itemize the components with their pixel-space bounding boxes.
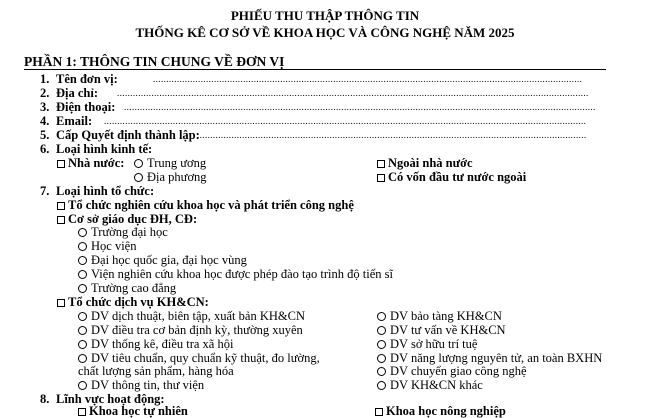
part1-heading: PHẦN 1: THÔNG TIN CHUNG VỀ ĐƠN VỊ	[24, 54, 285, 69]
service-radio[interactable]	[377, 354, 386, 363]
edu-item[interactable]: Học viện	[78, 239, 136, 253]
service-item[interactable]: DV sở hữu trí tuệ	[377, 337, 477, 351]
edu-radio[interactable]	[78, 242, 87, 251]
q6-foreign[interactable]: Có vốn đầu tư nước ngoài	[377, 170, 526, 184]
form-subtitle: THỐNG KÊ CƠ SỞ VỀ KHOA HỌC VÀ CÔNG NGHỆ NĂM 2025	[135, 25, 515, 40]
field-phone-input[interactable]: ..................................................................................................................................................................................	[124, 102, 596, 112]
service-item[interactable]: DV tư vấn về KH&CN	[377, 323, 506, 337]
form-title: PHIẾU THU THẬP THÔNG TIN	[230, 8, 420, 23]
q8-natural-sci[interactable]: Khoa học tự nhiên	[78, 404, 188, 418]
service-item[interactable]: DV điều tra cơ bản định kỳ, thường xuyên	[78, 323, 303, 337]
q6-non-state[interactable]: Ngoài nhà nước	[377, 156, 473, 170]
edu-radio[interactable]	[78, 284, 87, 293]
part1-divider	[24, 69, 606, 70]
q6-label: 6. Loại hình kinh tế:	[40, 142, 153, 156]
service-item[interactable]: DV dịch thuật, biên tập, xuất bản KH&CN	[78, 309, 305, 323]
field-decision-level-input[interactable]: ...................................................................................................................................................	[197, 130, 587, 140]
field-email-input[interactable]: ......................................................................................................................................................................................	[104, 116, 587, 126]
foreign-checkbox[interactable]	[377, 174, 385, 182]
field-email: 4. Email:	[40, 114, 93, 128]
service-checkbox[interactable]	[57, 299, 65, 307]
field-phone: 3. Điện thoại:	[40, 100, 116, 114]
agri-sci-checkbox[interactable]	[375, 408, 383, 416]
field-address: 2. Địa chỉ:	[40, 86, 99, 100]
q7-edu[interactable]: Cơ sở giáo dục ĐH, CĐ:	[57, 212, 197, 226]
edu-item[interactable]: Viện nghiên cứu khoa học được phép đào tạo trình độ tiến sĩ	[78, 267, 393, 281]
edu-radio[interactable]	[78, 228, 87, 237]
service-item[interactable]: DV bảo tàng KH&CN	[377, 309, 502, 323]
service-item[interactable]: DV năng lượng nguyên tử, an toàn BXHN	[377, 351, 602, 365]
service-item-continuation: chất lượng sản phẩm, hàng hóa	[78, 364, 234, 378]
service-radio[interactable]	[78, 354, 87, 363]
service-radio[interactable]	[377, 340, 386, 349]
field-address-input[interactable]: ..................................................................................................................................................................................	[117, 88, 589, 98]
edu-item[interactable]: Đại học quốc gia, đại học vùng	[78, 253, 247, 267]
field-decision-level: 5. Cấp Quyết định thành lập:	[40, 128, 200, 142]
q8-label: 8. Lĩnh vực hoạt động:	[40, 392, 165, 406]
service-radio[interactable]	[78, 381, 87, 390]
service-item[interactable]: DV tiêu chuẩn, quy chuẩn kỹ thuật, đo lường,	[78, 351, 320, 365]
service-radio[interactable]	[377, 381, 386, 390]
q6-local[interactable]: Địa phương	[134, 170, 207, 184]
q7-service[interactable]: Tổ chức dịch vụ KH&CN:	[57, 295, 209, 309]
natural-sci-checkbox[interactable]	[78, 408, 86, 416]
field-name: 1. Tên đơn vị:	[40, 72, 118, 86]
local-radio[interactable]	[134, 173, 143, 182]
edu-item[interactable]: Trường cao đẳng	[78, 281, 176, 295]
q6-central[interactable]: Trung ương	[134, 156, 206, 170]
service-item[interactable]: DV thông tin, thư viện	[78, 378, 204, 392]
q7-label: 7. Loại hình tổ chức:	[40, 184, 155, 198]
state-checkbox[interactable]	[57, 160, 65, 168]
service-item[interactable]: DV chuyển giao công nghệ	[377, 364, 527, 378]
q7-research-org[interactable]: Tổ chức nghiên cứu khoa học và phát triển công nghệ	[57, 198, 354, 212]
q6-state: Nhà nước:	[57, 156, 124, 170]
service-radio[interactable]	[78, 312, 87, 321]
service-radio[interactable]	[377, 367, 386, 376]
edu-item[interactable]: Trường đại học	[78, 225, 168, 239]
research-org-checkbox[interactable]	[57, 202, 65, 210]
central-radio[interactable]	[134, 159, 143, 168]
service-radio[interactable]	[377, 312, 386, 321]
edu-radio[interactable]	[78, 256, 87, 265]
edu-radio[interactable]	[78, 270, 87, 279]
non-state-checkbox[interactable]	[377, 160, 385, 168]
service-radio[interactable]	[377, 326, 386, 335]
service-item[interactable]: DV thống kê, điều tra xã hội	[78, 337, 233, 351]
service-item[interactable]: DV KH&CN khác	[377, 378, 483, 392]
service-radio[interactable]	[78, 326, 87, 335]
service-radio[interactable]	[78, 340, 87, 349]
field-name-input[interactable]: ..................................................................................................................................................................	[153, 74, 583, 84]
edu-checkbox[interactable]	[57, 216, 65, 224]
q8-agri-sci[interactable]: Khoa học nông nghiệp	[375, 404, 506, 418]
